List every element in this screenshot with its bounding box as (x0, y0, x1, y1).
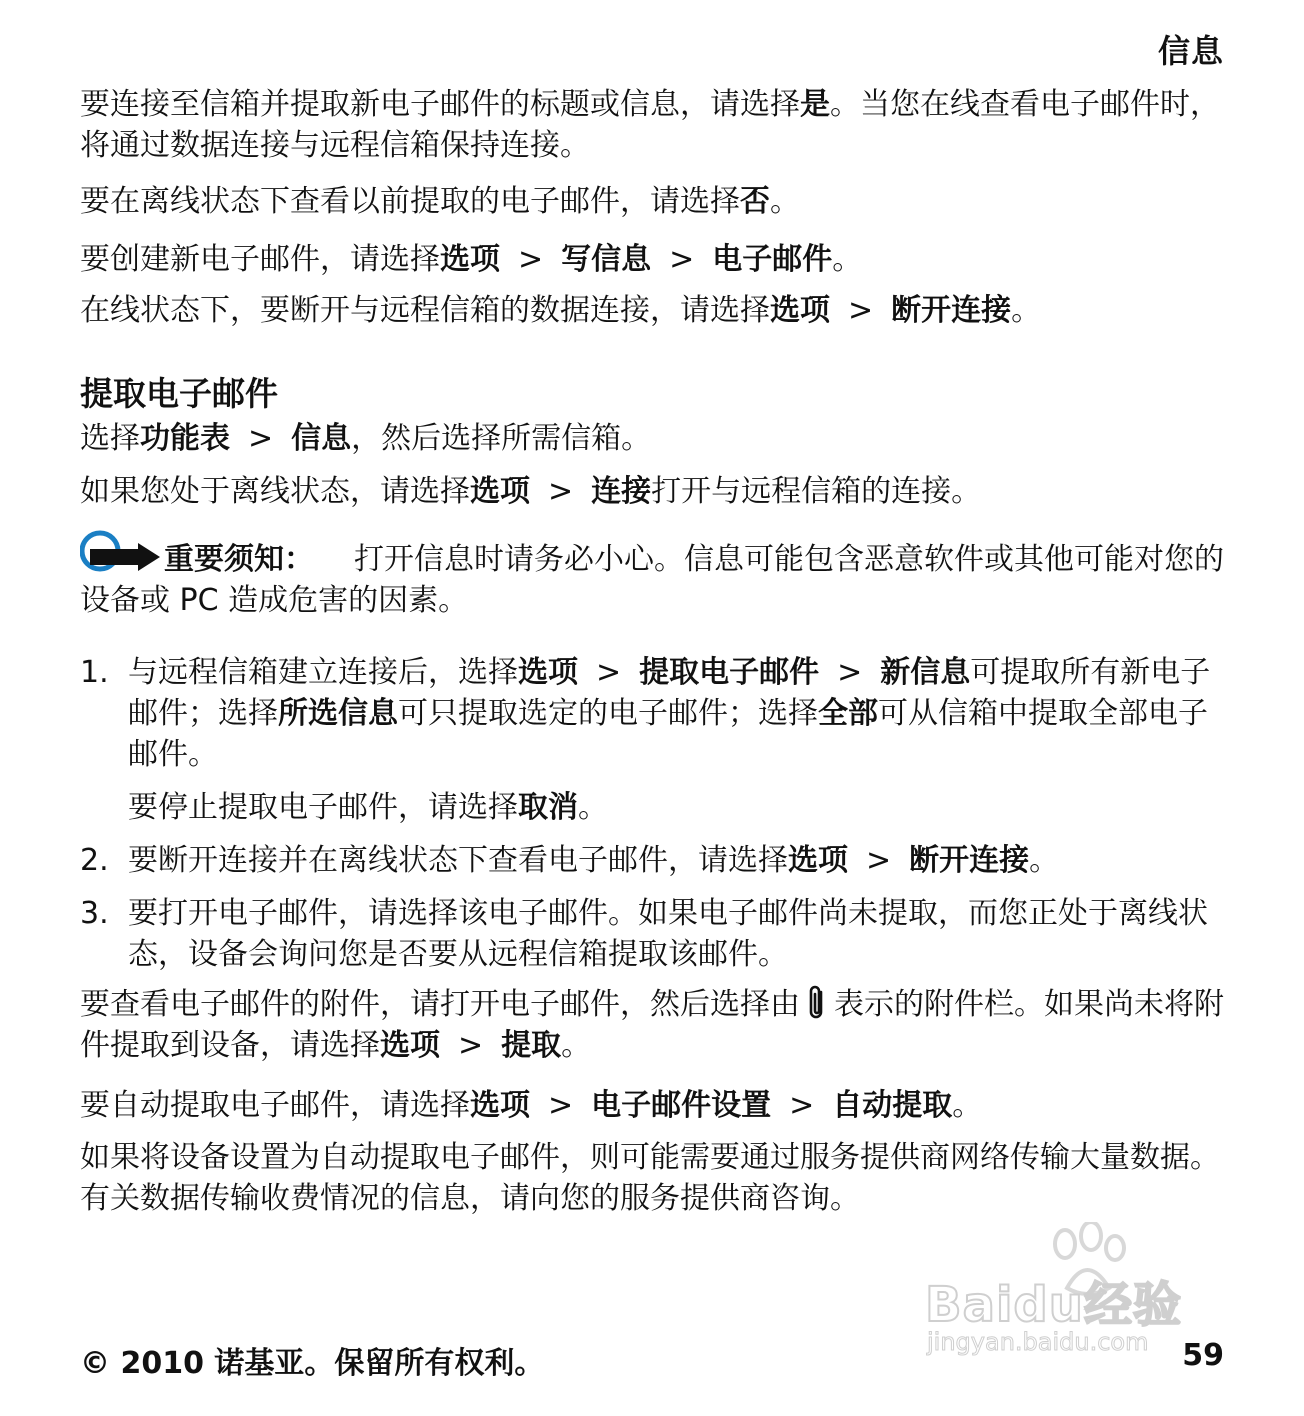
text: 选择 (80, 421, 140, 456)
ui-term: 选项 (470, 1088, 530, 1123)
separator: > (458, 1028, 484, 1063)
ui-term: 所选信息 (278, 696, 398, 731)
step-text (128, 840, 1225, 881)
ui-term: 选项 (440, 242, 500, 277)
ui-term: 否 (740, 184, 770, 219)
steps-list (80, 652, 1225, 975)
separator: > (866, 843, 892, 878)
ui-term: 断开连接 (891, 293, 1012, 328)
separator: > (837, 655, 863, 690)
ui-term: 选项 (380, 1028, 440, 1063)
text: 打开信息时请务必小心。信息可能包含恶意软件或其他可能对您的设备或 PC 造成危害的因素。 (80, 542, 1224, 618)
step-number: 3. (80, 896, 109, 931)
text: 与远程信箱建立连接后，选择 (128, 655, 518, 690)
text: 。 (561, 1028, 592, 1063)
ui-term: 全部 (818, 696, 878, 731)
step-subtext (128, 787, 1225, 828)
footer-copyright: © 2010 诺基亚。保留所有权利。 (80, 1346, 545, 1381)
text: ，然后选择所需信箱。 (351, 421, 652, 456)
paragraph-select-menu (80, 418, 651, 459)
text: 打开与远程信箱的连接。 (651, 474, 982, 509)
paragraph-data-charges: 如果将设备设置为自动提取电子邮件，则可能需要通过服务提供商网络传输大量数据。有关数据传输收费情况的信息，请向您的服务提供商咨询。 (80, 1140, 1220, 1216)
ui-term: 电子邮件 (712, 242, 833, 277)
separator: > (548, 474, 574, 509)
text: 在线状态下，要断开与远程信箱的数据连接，请选择 (80, 293, 770, 328)
section-title: 提取电子邮件 (80, 374, 278, 413)
ui-term: 提取电子邮件 (639, 655, 820, 690)
separator: > (789, 1088, 815, 1123)
ui-term: 选项 (788, 843, 848, 878)
ui-term: 提取 (501, 1028, 562, 1063)
ui-term: 连接 (591, 474, 652, 509)
separator: > (548, 1088, 574, 1123)
text: 。 (1029, 843, 1060, 878)
step-number: 1. (80, 655, 109, 690)
text: 。 (1011, 293, 1042, 328)
step-text (128, 652, 1225, 775)
text: 要在离线状态下查看以前提取的电子邮件，请选择 (80, 184, 740, 219)
paragraph-attachments (80, 984, 1225, 1066)
paperclip-icon (806, 984, 828, 1022)
text: 如果您处于离线状态，请选择 (80, 474, 470, 509)
paragraph-disconnect (80, 290, 1041, 331)
step-text: 要打开电子邮件，请选择该电子邮件。如果电子邮件尚未提取，而您正处于离线状态，设备会询问您是否要从远程信箱提取该邮件。 (128, 896, 1208, 972)
ui-term: 功能表 (140, 421, 230, 456)
paragraph-connect (80, 84, 1225, 166)
text: 可提取所有新电子邮件；选择 (128, 655, 1211, 731)
ui-term: 电子邮件设置 (591, 1088, 772, 1123)
text: 可从信箱中提取全部电子邮件。 (128, 696, 1208, 772)
ui-term: 是 (800, 87, 830, 122)
baidu-watermark (925, 1222, 1225, 1372)
paragraph-offline (80, 181, 800, 222)
ui-term: 取消 (518, 790, 578, 825)
separator: > (596, 655, 622, 690)
text: 要创建新电子邮件，请选择 (80, 242, 440, 277)
text: 。 (832, 242, 863, 277)
text: 表示的附件栏。如果尚未将附件提取到设备，请选择 (80, 987, 1224, 1063)
text: 要连接至信箱并提取新电子邮件的标题或信息，请选择 (80, 87, 800, 122)
paragraph-create (80, 239, 862, 280)
step-number: 2. (80, 843, 109, 878)
text: 要查看电子邮件的附件，请打开电子邮件，然后选择由 (80, 987, 800, 1022)
list-item (80, 652, 1225, 828)
ui-term: 选项 (770, 293, 830, 328)
separator: > (669, 242, 695, 277)
separator: > (518, 242, 544, 277)
watermark-brand: Baidu经验 (925, 1277, 1182, 1333)
text: 。 (952, 1088, 983, 1123)
text: 可只提取选定的电子邮件；选择 (398, 696, 818, 731)
ui-term: 信息 (291, 421, 352, 456)
ui-term: 选项 (518, 655, 578, 690)
paragraph-connect-offline (80, 471, 981, 512)
separator: > (248, 421, 274, 456)
separator: > (848, 293, 874, 328)
important-notice (80, 527, 1225, 621)
ui-term: 写信息 (561, 242, 652, 277)
text: 要停止提取电子邮件，请选择 (128, 790, 518, 825)
ui-term: 新信息 (880, 655, 971, 690)
text: 。 (578, 790, 608, 825)
list-item (80, 893, 1225, 975)
ui-term: 选项 (470, 474, 530, 509)
text: 要断开连接并在离线状态下查看电子邮件，请选择 (128, 843, 788, 878)
text: 要自动提取电子邮件，请选择 (80, 1088, 470, 1123)
ui-term: 自动提取 (832, 1088, 953, 1123)
notice-hand-icon (80, 527, 162, 581)
text: 。当您在线查看电子邮件时，将通过数据连接与远程信箱保持连接。 (80, 87, 1220, 163)
list-item (80, 840, 1225, 881)
section-header: 信息 (1157, 32, 1224, 70)
watermark-url: jingyan.baidu.com (927, 1328, 1149, 1356)
notice-text (80, 527, 1225, 621)
paragraph-auto-retrieve (80, 1085, 982, 1126)
page-number: 59 (1182, 1338, 1224, 1373)
ui-term: 断开连接 (909, 843, 1030, 878)
notice-label: 重要须知： (164, 542, 314, 577)
text: 。 (770, 184, 800, 219)
